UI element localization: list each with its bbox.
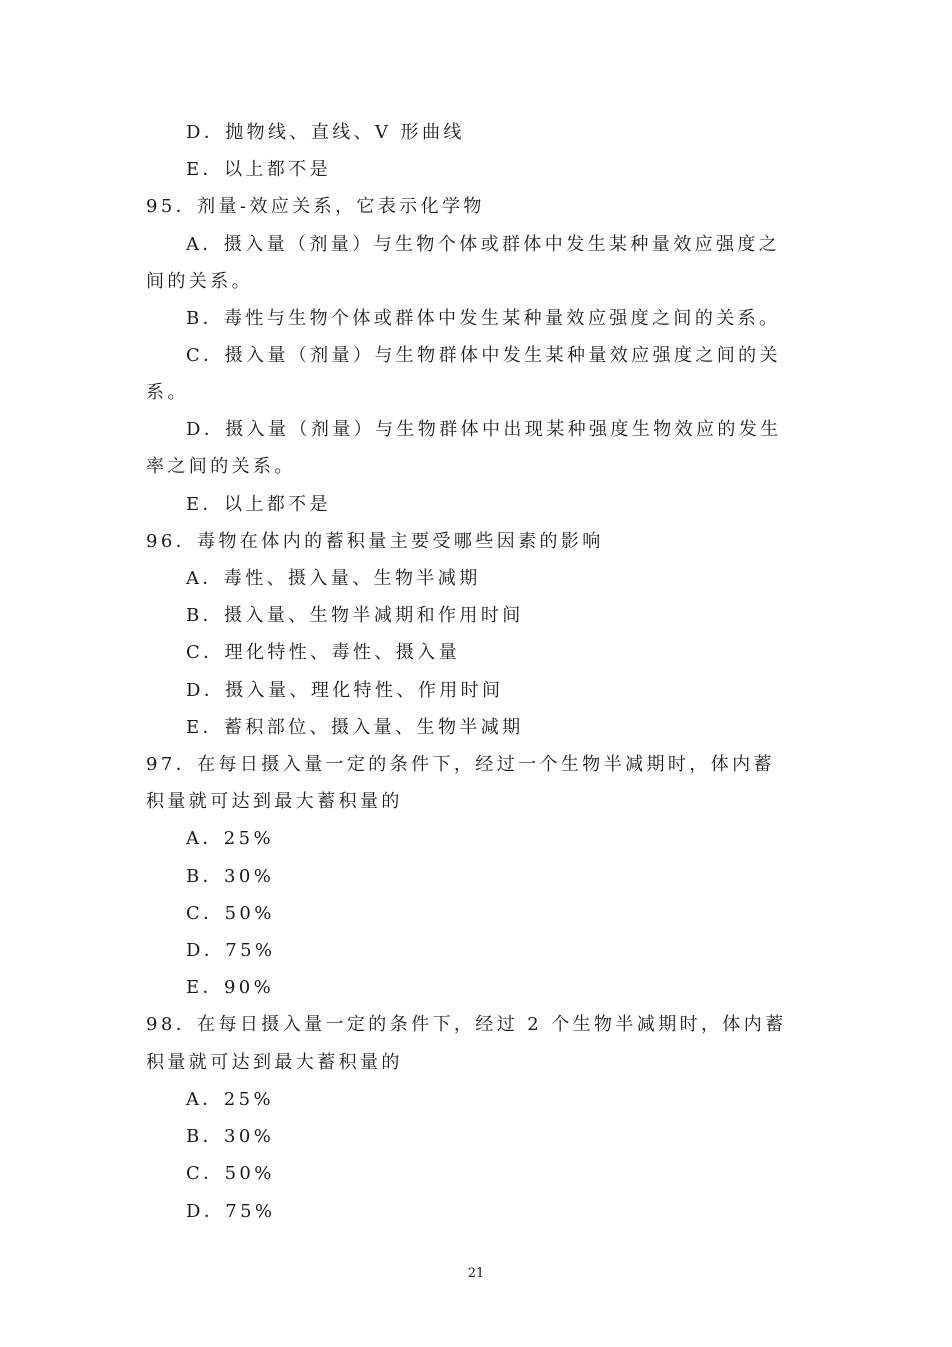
q95-option-a: A．摄入量（剂量）与生物个体或群体中发生某种量效应强度之	[186, 234, 781, 255]
q96-option-a: A．毒性、摄入量、生物半减期	[186, 568, 481, 589]
q95-option-a-cont: 间的关系。	[146, 271, 253, 292]
q98-stem-cont: 积量就可达到最大蓄积量的	[146, 1052, 403, 1073]
q98-option-b: B．30%	[186, 1126, 275, 1147]
q95-option-b: B．毒性与生物个体或群体中发生某种量效应强度之间的关系。	[186, 308, 781, 329]
q96-option-c: C．理化特性、毒性、摄入量	[186, 642, 460, 663]
q94-option-e: E．以上都不是	[186, 159, 331, 180]
q97-option-b: B．30%	[186, 866, 275, 887]
q96-option-d: D．摄入量、理化特性、作用时间	[186, 680, 504, 701]
q97-option-e: E．90%	[186, 977, 275, 998]
q97-stem: 97．在每日摄入量一定的条件下，经过一个生物半减期时，体内蓄	[146, 754, 775, 775]
q96-stem: 96．毒物在体内的蓄积量主要受哪些因素的影响	[146, 531, 604, 552]
q95-option-d-cont: 率之间的关系。	[146, 456, 296, 477]
q95-option-c-cont: 系。	[146, 382, 189, 403]
q97-option-a: A．25%	[186, 828, 275, 849]
q98-option-c: C．50%	[186, 1163, 275, 1184]
q98-stem: 98．在每日摄入量一定的条件下，经过 2 个生物半减期时，体内蓄	[146, 1014, 787, 1035]
q97-option-c: C．50%	[186, 903, 275, 924]
q98-option-d: D．75%	[186, 1201, 276, 1222]
q96-option-e: E．蓄积部位、摄入量、生物半减期	[186, 717, 524, 738]
q95-option-d: D．摄入量（剂量）与生物群体中出现某种强度生物效应的发生	[186, 419, 782, 440]
q97-stem-cont: 积量就可达到最大蓄积量的	[146, 791, 403, 812]
q94-option-d: D．抛物线、直线、V 形曲线	[186, 122, 465, 143]
q97-option-d: D．75%	[186, 940, 276, 961]
q95-option-c: C．摄入量（剂量）与生物群体中发生某种量效应强度之间的关	[186, 345, 781, 366]
page-number: 21	[467, 1266, 485, 1281]
q98-option-a: A．25%	[186, 1089, 275, 1110]
q96-option-b: B．摄入量、生物半减期和作用时间	[186, 605, 524, 626]
q95-option-e: E．以上都不是	[186, 494, 331, 515]
q95-stem: 95．剂量-效应关系，它表示化学物	[146, 196, 485, 217]
